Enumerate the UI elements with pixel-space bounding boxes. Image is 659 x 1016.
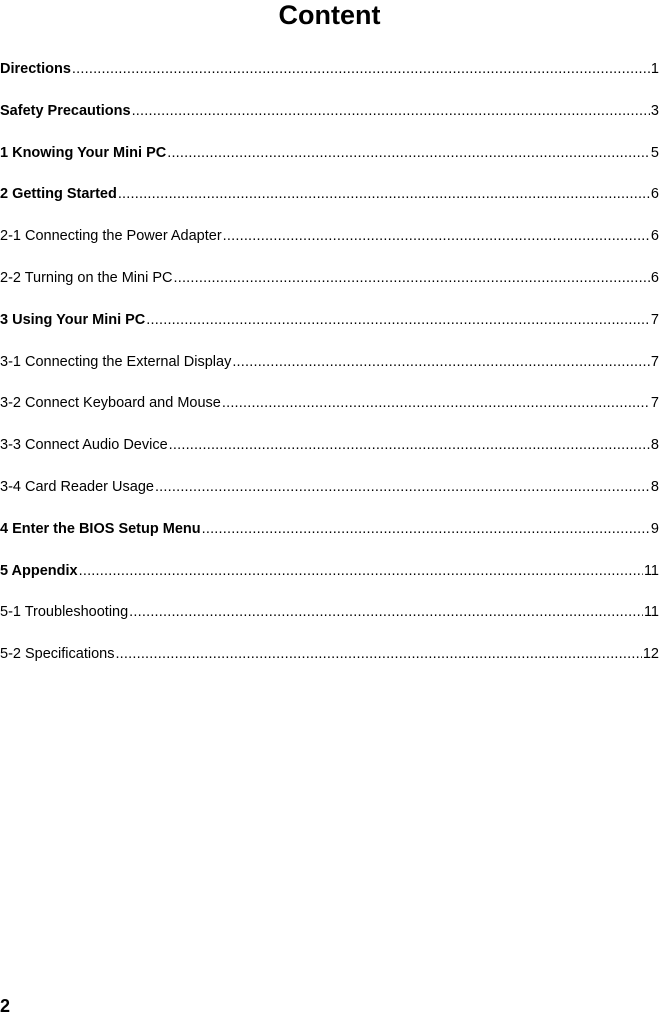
toc-entry-label: Directions xyxy=(0,61,71,77)
toc-entry-page: 5 xyxy=(650,144,659,161)
toc-entry-label: 3-3 Connect Audio Device xyxy=(0,437,168,454)
toc-entry-appendix[interactable] xyxy=(0,561,659,603)
toc-entry-label: 2-2 Turning on the Mini PC xyxy=(0,269,173,286)
toc-entry-connecting-power-adapter[interactable] xyxy=(0,226,659,268)
toc-entry-page: 12 xyxy=(642,646,659,663)
toc-entry-page: 7 xyxy=(650,353,659,370)
toc-entry-page: 11 xyxy=(643,604,659,621)
toc-dot-leader xyxy=(222,393,650,413)
toc-dot-leader xyxy=(132,101,650,121)
toc-entry-label: Safety Precautions xyxy=(0,102,131,119)
toc-entry-page: 8 xyxy=(650,478,659,495)
toc-dot-leader xyxy=(169,435,650,455)
toc-entry-page: 3 xyxy=(650,102,659,119)
toc-dot-leader xyxy=(129,602,643,622)
toc-entry-page: 6 xyxy=(650,269,659,286)
toc-entry-label: 4 Enter the BIOS Setup Menu xyxy=(0,520,201,537)
toc-entry-safety-precautions[interactable] xyxy=(0,101,659,143)
toc-entry-directions[interactable] xyxy=(0,59,659,101)
toc-entry-page: 8 xyxy=(650,437,659,454)
toc-dot-leader xyxy=(202,519,650,539)
toc-entry-label: 5 Appendix xyxy=(0,562,78,579)
toc-dot-leader xyxy=(167,143,650,163)
table-of-contents xyxy=(0,59,659,686)
toc-entry-troubleshooting[interactable] xyxy=(0,602,659,644)
toc-dot-leader xyxy=(72,59,650,79)
page-number: 2 xyxy=(0,996,11,1016)
toc-entry-specifications[interactable] xyxy=(0,644,659,686)
toc-entry-page: 7 xyxy=(650,311,659,328)
toc-entry-label: 3-2 Connect Keyboard and Mouse xyxy=(0,395,221,412)
toc-entry-label: 2-1 Connecting the Power Adapter xyxy=(0,228,222,245)
toc-entry-enter-bios-setup-menu[interactable] xyxy=(0,519,659,561)
toc-entry-turning-on-mini-pc[interactable] xyxy=(0,268,659,310)
toc-entry-card-reader-usage[interactable] xyxy=(0,477,659,519)
toc-entry-getting-started[interactable] xyxy=(0,184,659,226)
toc-dot-leader xyxy=(115,644,641,664)
toc-entry-page: 6 xyxy=(650,228,659,245)
toc-entry-label: 3-4 Card Reader Usage xyxy=(0,478,154,495)
toc-entry-page: 7 xyxy=(650,395,659,412)
toc-dot-leader xyxy=(146,310,650,330)
toc-dot-leader xyxy=(232,352,650,372)
toc-dot-leader xyxy=(79,561,643,581)
toc-dot-leader xyxy=(173,268,649,288)
toc-entry-connecting-external-display[interactable] xyxy=(0,352,659,394)
toc-dot-leader xyxy=(155,477,650,497)
toc-entry-label: 3 Using Your Mini PC xyxy=(0,311,146,328)
toc-entry-connect-audio-device[interactable] xyxy=(0,435,659,477)
toc-entry-knowing-your-mini-pc[interactable] xyxy=(0,143,659,185)
toc-entry-label: 3-1 Connecting the External Display xyxy=(0,353,232,370)
toc-entry-label: 1 Knowing Your Mini PC xyxy=(0,144,167,161)
toc-dot-leader xyxy=(223,226,650,246)
toc-entry-using-your-mini-pc[interactable] xyxy=(0,310,659,352)
toc-entry-label: 5-2 Specifications xyxy=(0,646,115,663)
toc-entry-page: 1 xyxy=(650,61,659,77)
toc-entry-page: 9 xyxy=(650,520,659,537)
toc-dot-leader xyxy=(118,184,650,204)
toc-entry-label: 2 Getting Started xyxy=(0,186,117,203)
page-title: Content xyxy=(278,0,381,30)
toc-entry-page: 11 xyxy=(643,562,659,579)
toc-entry-page: 6 xyxy=(650,186,659,203)
toc-entry-label: 5-1 Troubleshooting xyxy=(0,604,129,621)
toc-entry-connect-keyboard-mouse[interactable] xyxy=(0,393,659,435)
